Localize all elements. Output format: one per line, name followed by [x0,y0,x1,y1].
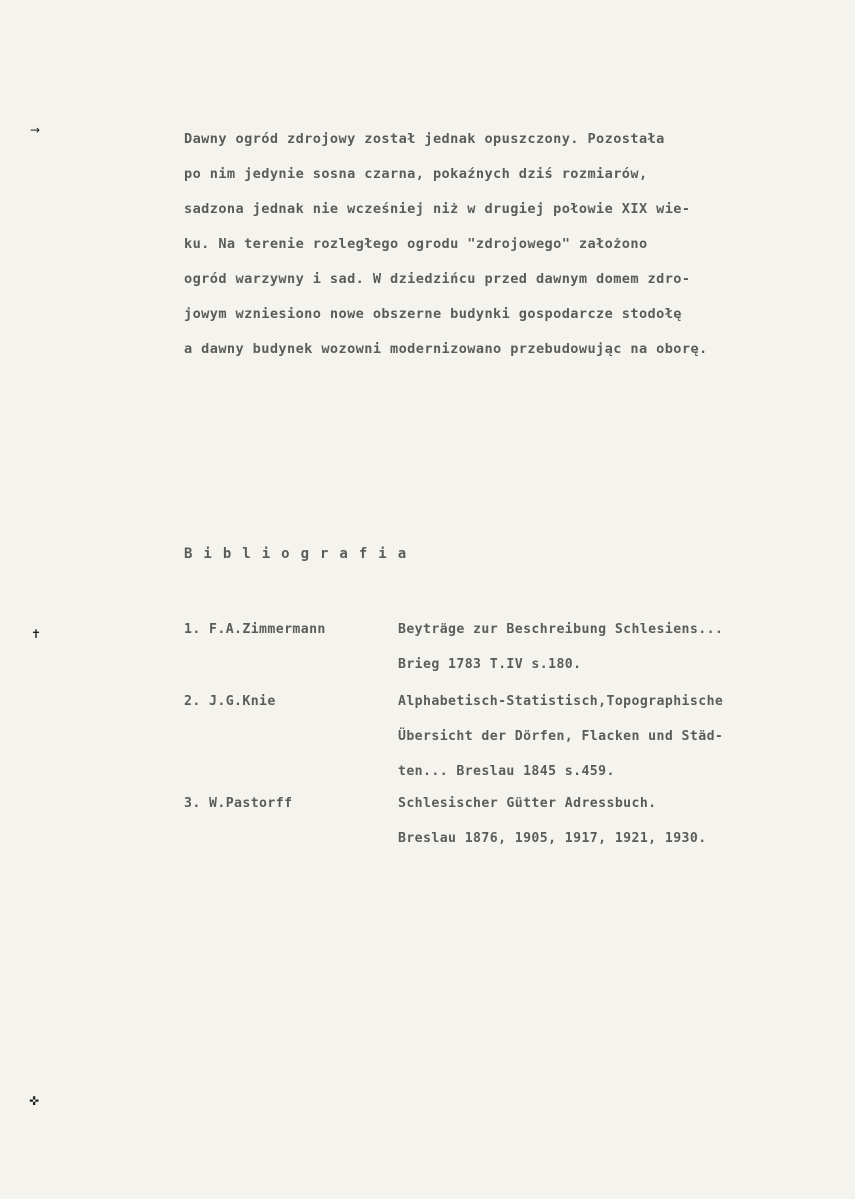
margin-mark-bottom: ✜ [29,1094,40,1108]
bibliography-work-line: Übersicht der Dörfen, Flacken und Städ- [398,729,724,744]
body-paragraph [184,122,844,367]
margin-mark-middle: ✝ [31,627,42,641]
paragraph-line: jowym wzniesiono nowe obszerne budynki gospodarcze stodołę [184,306,682,322]
bibliography-work-line: Brieg 1783 T.IV s.180. [398,657,582,672]
paragraph-line: po nim jedynie sosna czarna, pokaźnych dziś rozmiarów, [184,166,648,182]
bibliography-work-line: Schlesischer Gütter Adressbuch. [398,796,657,811]
bibliography-heading: Bibliografia [184,546,418,562]
paragraph-line: Dawny ogród zdrojowy został jednak opuszczony. Pozostała [184,131,665,147]
bibliography-work-line: Breslau 1876, 1905, 1917, 1921, 1930. [398,831,707,846]
bibliography-entry-work [398,684,838,789]
bibliography-work-line: Beyträge zur Beschreibung Schlesiens... [398,622,724,637]
paragraph-line: ku. Na terenie rozległego ogrodu "zdrojowego" założono [184,236,648,252]
bibliography-work-line: ten... Breslau 1845 s.459. [398,764,615,779]
bibliography-entry-label: 3. W.Pastorff [184,796,293,811]
bibliography-entry-label: 1. F.A.Zimmermann [184,622,326,637]
paragraph-line: a dawny budynek wozowni modernizowano przebudowując na oborę. [184,341,708,357]
paragraph-line: sadzona jednak nie wcześniej niż w drugiej połowie XIX wie- [184,201,691,217]
paragraph-line: ogród warzywny i sad. W dziedzińcu przed dawnym domem zdro- [184,271,691,287]
margin-mark-top: → [30,123,41,137]
bibliography-entry-work [398,612,838,682]
bibliography-work-line: Alphabetisch-Statistisch,Topographische [398,694,724,709]
bibliography-entry-label: 2. J.G.Knie [184,694,276,709]
bibliography-entry-work [398,786,838,856]
